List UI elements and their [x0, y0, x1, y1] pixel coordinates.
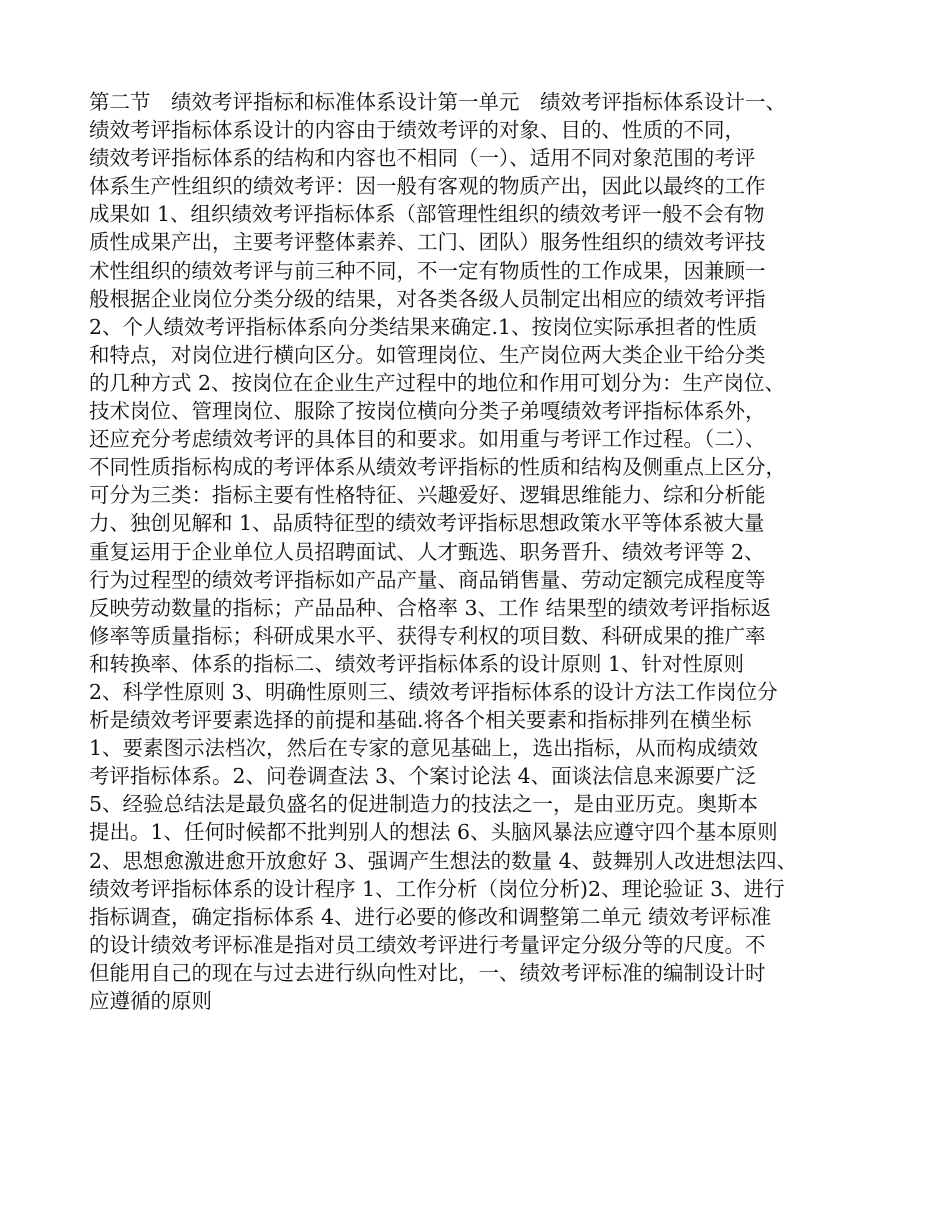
text-line: 技术岗位、管理岗位、服除了按岗位横向分类子弟嘎绩效考评指标体系外， — [89, 399, 766, 424]
text-line: 可分为三类：指标主要有性格特征、兴趣爱好、逻辑思维能力、综和分析能 — [89, 483, 766, 508]
text-line: 1、要素图示法档次，然后在专家的意见基础上，选出指标，从而构成绩效 — [89, 736, 759, 761]
text-line: 2、思想愈激进愈开放愈好 3、强调产生想法的数量 4、鼓舞别人改进想法四、 — [89, 848, 798, 873]
text-line: 2、科学性原则 3、明确性原则三、绩效考评指标体系的设计方法工作岗位分 — [89, 679, 778, 704]
text-line: 绩效考评指标体系的结构和内容也不相同（一）、适用不同对象范围的考评 — [89, 146, 756, 171]
text-line: 提出。1、任何时候都不批判别人的想法 6、头脑风暴法应遵守四个基本原则 — [89, 820, 778, 845]
text-line: 的几种方式 2、按岗位在企业生产过程中的地位和作用可划分为：生产岗位、 — [89, 370, 786, 395]
text-line: 指标调查，确定指标体系 4、进行必要的修改和调整第二单元 绩效考评标准 — [89, 904, 772, 929]
text-line: 体系生产性组织的绩效考评：因一般有客观的物质产出，因此以最终的工作 — [89, 174, 766, 199]
text-line: 行为过程型的绩效考评指标如产品产量、商品销售量、劳动定额完成程度等 — [89, 567, 766, 592]
text-line: 重复运用于企业单位人员招聘面试、人才甄选、职务晋升、绩效考评等 2、 — [89, 539, 765, 564]
text-line: 不同性质指标构成的考评体系从绩效考评指标的性质和结构及侧重点上区分， — [89, 455, 786, 480]
text-line: 第二节 绩效考评指标和标准体系设计第一单元 绩效考评指标体系设计一、 — [89, 90, 786, 114]
text-line: 但能用自己的现在与过去进行纵向性对比，一、绩效考评标准的编制设计时 — [89, 960, 766, 985]
text-line: 析是绩效考评要素选择的前提和基础.将各个相关要素和指标排列在横坐标 — [89, 708, 752, 733]
text-line: 考评指标体系。2、问卷调查法 3、个案讨论法 4、面谈法信息来源要广泛 — [89, 764, 757, 789]
text-line: 应遵循的原则 — [89, 989, 212, 1013]
body-text — [89, 88, 879, 1015]
text-line: 和特点，对岗位进行横向区分。如管理岗位、生产岗位两大类企业干给分类 — [89, 342, 766, 367]
text-line: 还应充分考虑绩效考评的具体目的和要求。如用重与考评工作过程。（二）、 — [89, 427, 766, 452]
text-line: 力、独创见解和 1、品质特征型的绩效考评指标思想政策水平等体系被大量 — [89, 511, 765, 536]
text-line: 反映劳动数量的指标；产品品种、合格率 3、工作 结果型的绩效考评指标返 — [89, 595, 772, 620]
text-line: 绩效考评指标体系设计的内容由于绩效考评的对象、目的、性质的不同， — [89, 118, 745, 143]
text-line: 绩效考评指标体系的设计程序 1、工作分析（岗位分析)2、理论验证 3、进行 — [89, 876, 785, 901]
text-line: 般根据企业岗位分类分级的结果，对各类各级人员制定出相应的绩效考评指 — [89, 286, 766, 311]
text-line: 和转换率、体系的指标二、绩效考评指标体系的设计原则 1、针对性原则 — [89, 651, 745, 676]
text-line: 成果如 1、组织绩效考评指标体系（部管理性组织的绩效考评一般不会有物 — [89, 202, 765, 227]
text-line: 的设计绩效考评标准是指对员工绩效考评进行考量评定分级分等的尺度。不 — [89, 932, 766, 957]
text-line: 术性组织的绩效考评与前三种不同，不一定有物质性的工作成果，因兼顾一 — [89, 258, 766, 283]
text-line: 质性成果产出，主要考评整体素养、工门、团队）服务性组织的绩效考评技 — [89, 230, 766, 255]
text-line: 2、个人绩效考评指标体系向分类结果来确定.1、按岗位实际承担者的性质 — [89, 314, 758, 339]
text-line: 修率等质量指标；科研成果水平、获得专利权的项目数、科研成果的推广率 — [89, 623, 766, 648]
text-line: 5、经验总结法是最负盛名的促进制造力的技法之一，是由亚历克。奥斯本 — [89, 792, 759, 817]
